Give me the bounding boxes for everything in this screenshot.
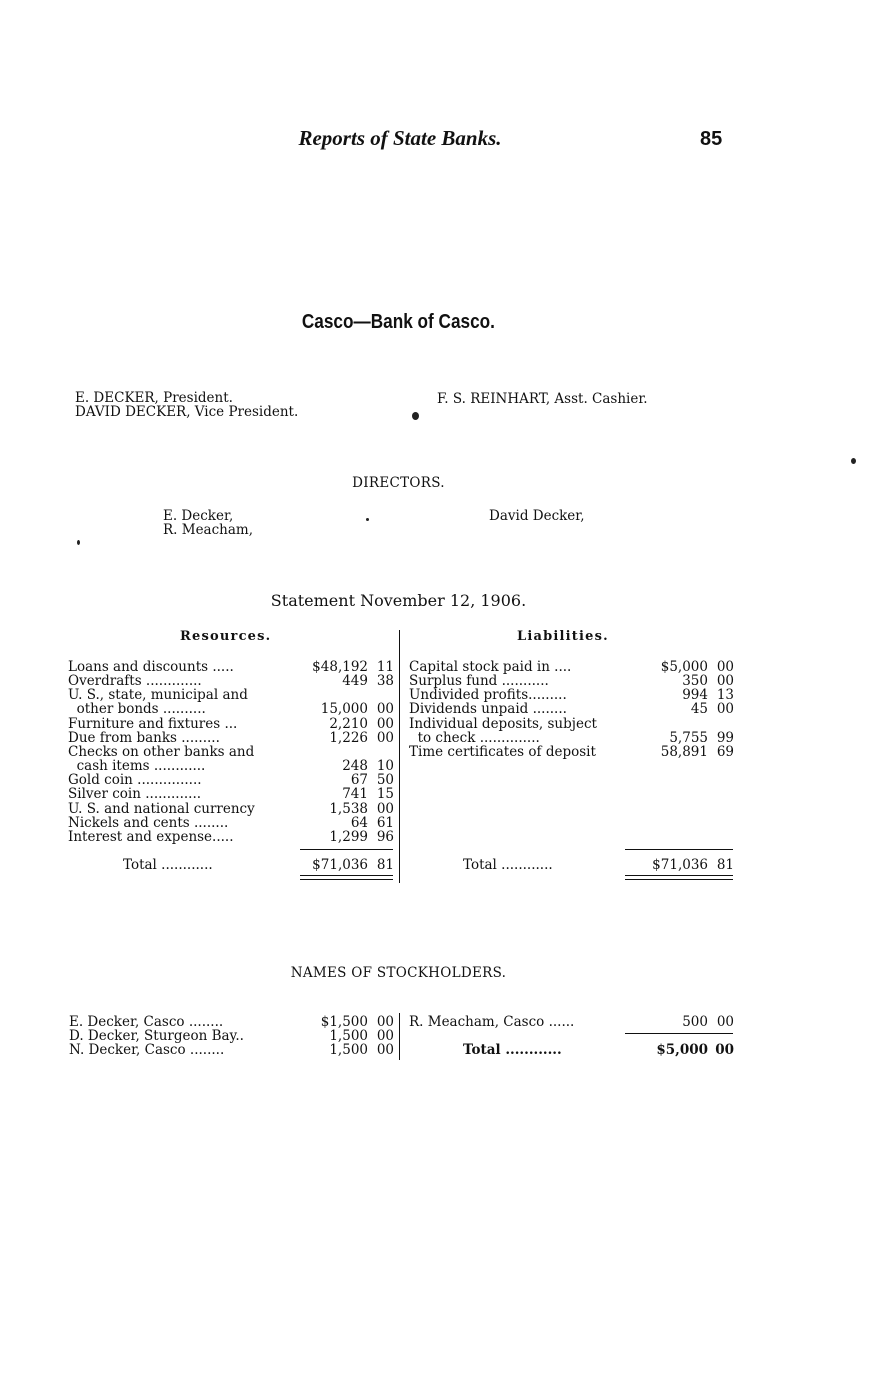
resources-total-rule — [300, 849, 393, 850]
liability-row-label: Surplus fund ........... — [409, 673, 549, 690]
ink-speck — [851, 458, 856, 464]
resource-row-dollars: 1,299 — [329, 828, 368, 845]
directors-heading: DIRECTORS. — [352, 475, 445, 491]
stockholders-heading: NAMES OF STOCKHOLDERS. — [290, 965, 507, 981]
stockholder-row-cents: 00 — [376, 1028, 394, 1045]
liability-row-cents: 00 — [716, 701, 734, 718]
liability-row-cents: 00 — [716, 659, 734, 675]
resource-row-label: Interest and expense..... — [68, 828, 234, 845]
liabilities-total-double-rule — [625, 875, 733, 876]
liabilities-total-rule — [625, 849, 733, 850]
officer-asst-cashier: F. S. REINHART, Asst. Cashier. — [437, 391, 648, 407]
stockholders-total-rule — [625, 1033, 733, 1034]
resource-row-label: Gold coin ............... — [68, 772, 202, 789]
resource-row-cents: 96 — [376, 828, 394, 845]
resource-row-dollars: 67 — [350, 772, 368, 789]
column-divider — [399, 630, 400, 883]
ink-speck — [366, 518, 369, 521]
resource-row-label: Due from banks ......... — [68, 729, 220, 746]
resource-row-cents: 10 — [376, 758, 394, 775]
liabilities-total-double-rule — [625, 879, 733, 880]
resource-row-cents: 15 — [376, 786, 394, 803]
liability-row-dollars: 5,755 — [669, 729, 708, 746]
director-name: R. Meacham, — [163, 522, 254, 538]
resource-row-cents: 38 — [376, 673, 394, 690]
liabilities-total-cents: 81 — [716, 857, 734, 873]
resource-row-label: other bonds .......... — [68, 701, 206, 718]
resource-row-label: Nickels and cents ........ — [68, 814, 229, 831]
liability-row-dollars: 45 — [690, 701, 708, 718]
resource-row-label: Furniture and fixtures ... — [68, 715, 238, 732]
liability-row-label: Capital stock paid in .... — [409, 659, 572, 675]
stockholder-row-cents: 00 — [376, 1014, 394, 1030]
statement-title: Statement November 12, 1906. — [270, 591, 527, 610]
resource-row-label: cash items ............ — [68, 758, 206, 775]
resource-row-dollars: 449 — [342, 673, 368, 690]
stockholder-row-cents: 00 — [376, 1042, 394, 1059]
liability-row-label: Time certificates of deposit — [409, 743, 596, 760]
resources-total-double-rule — [300, 875, 393, 876]
resource-row-cents: 11 — [376, 659, 394, 675]
resource-row-dollars: $48,192 — [312, 659, 368, 675]
stockholder-row-dollars: 500 — [682, 1014, 708, 1030]
resource-row-label: Checks on other banks and — [68, 743, 255, 760]
stockholder-row-dollars: $1,500 — [320, 1014, 368, 1030]
stockholder-row-label: E. Decker, Casco ........ — [69, 1014, 224, 1030]
resources-total-dollars: $71,036 — [312, 857, 368, 873]
ink-speck — [77, 540, 80, 545]
running-header-title: Reports of State Banks. — [298, 126, 502, 150]
resource-row-dollars: 741 — [342, 786, 368, 803]
liabilities-heading: Liabilities. — [517, 629, 609, 644]
stockholders-total-cents: 00 — [715, 1042, 734, 1058]
stockholders-divider — [399, 1013, 400, 1060]
liability-row-dollars: 58,891 — [660, 743, 708, 760]
resources-total-double-rule — [300, 879, 393, 880]
liability-row-label: Undivided profits......... — [409, 687, 567, 704]
resource-row-label: Overdrafts ............. — [68, 673, 202, 690]
stockholder-row-dollars: 1,500 — [329, 1028, 368, 1045]
liability-row-dollars: 994 — [682, 687, 708, 704]
resources-heading: Resources. — [180, 629, 272, 644]
resource-row-dollars: 1,538 — [329, 800, 368, 817]
resource-row-cents: 00 — [376, 701, 394, 718]
stockholders-total-label: Total ............ — [463, 1042, 562, 1058]
liability-row-label: to check .............. — [409, 729, 540, 746]
resource-row-dollars: 15,000 — [320, 701, 368, 718]
resources-total-label: Total ............ — [123, 857, 213, 873]
page-number: 85 — [700, 128, 723, 150]
resource-row-dollars: 2,210 — [329, 715, 368, 732]
resource-row-cents: 61 — [376, 814, 394, 831]
resources-total-cents: 81 — [376, 857, 394, 873]
director-name: David Decker, — [489, 508, 585, 524]
officer-president: E. DECKER, President. — [75, 390, 233, 406]
liabilities-total-dollars: $71,036 — [652, 857, 708, 873]
liability-row-cents: 13 — [716, 687, 734, 704]
stockholders-total-dollars: $5,000 — [656, 1042, 708, 1058]
resource-row-label: Loans and discounts ..... — [68, 659, 234, 675]
liabilities-total-label: Total ............ — [463, 857, 553, 873]
director-name: E. Decker, — [163, 508, 234, 524]
liability-row-label: Individual deposits, subject — [409, 715, 597, 732]
liability-row-label: Dividends unpaid ........ — [409, 701, 567, 718]
resource-row-dollars: 64 — [350, 814, 368, 831]
stockholder-row-label: R. Meacham, Casco ...... — [409, 1014, 575, 1030]
resource-row-cents: 00 — [376, 729, 394, 746]
ink-speck — [412, 412, 419, 420]
resource-row-label: U. S. and national currency — [68, 800, 255, 817]
resource-row-dollars: 248 — [342, 758, 368, 775]
resource-row-label: Silver coin ............. — [68, 786, 202, 803]
stockholder-row-label: D. Decker, Sturgeon Bay.. — [69, 1028, 244, 1045]
officer-vice-president: DAVID DECKER, Vice President. — [75, 404, 299, 420]
liability-row-cents: 69 — [716, 743, 734, 760]
stockholder-row-label: N. Decker, Casco ........ — [69, 1042, 225, 1059]
resource-row-label: U. S., state, municipal and — [68, 687, 248, 704]
liability-row-dollars: $5,000 — [660, 659, 708, 675]
liability-row-dollars: 350 — [682, 673, 708, 690]
liability-row-cents: 00 — [716, 673, 734, 690]
resource-row-cents: 00 — [376, 800, 394, 817]
resource-row-dollars: 1,226 — [329, 729, 368, 746]
resource-row-cents: 00 — [376, 715, 394, 732]
stockholder-row-cents: 00 — [716, 1014, 734, 1030]
liability-row-cents: 99 — [716, 729, 734, 746]
stockholder-row-dollars: 1,500 — [329, 1042, 368, 1059]
resource-row-cents: 50 — [376, 772, 394, 789]
bank-title: Casco—Bank of Casco. — [301, 311, 495, 333]
